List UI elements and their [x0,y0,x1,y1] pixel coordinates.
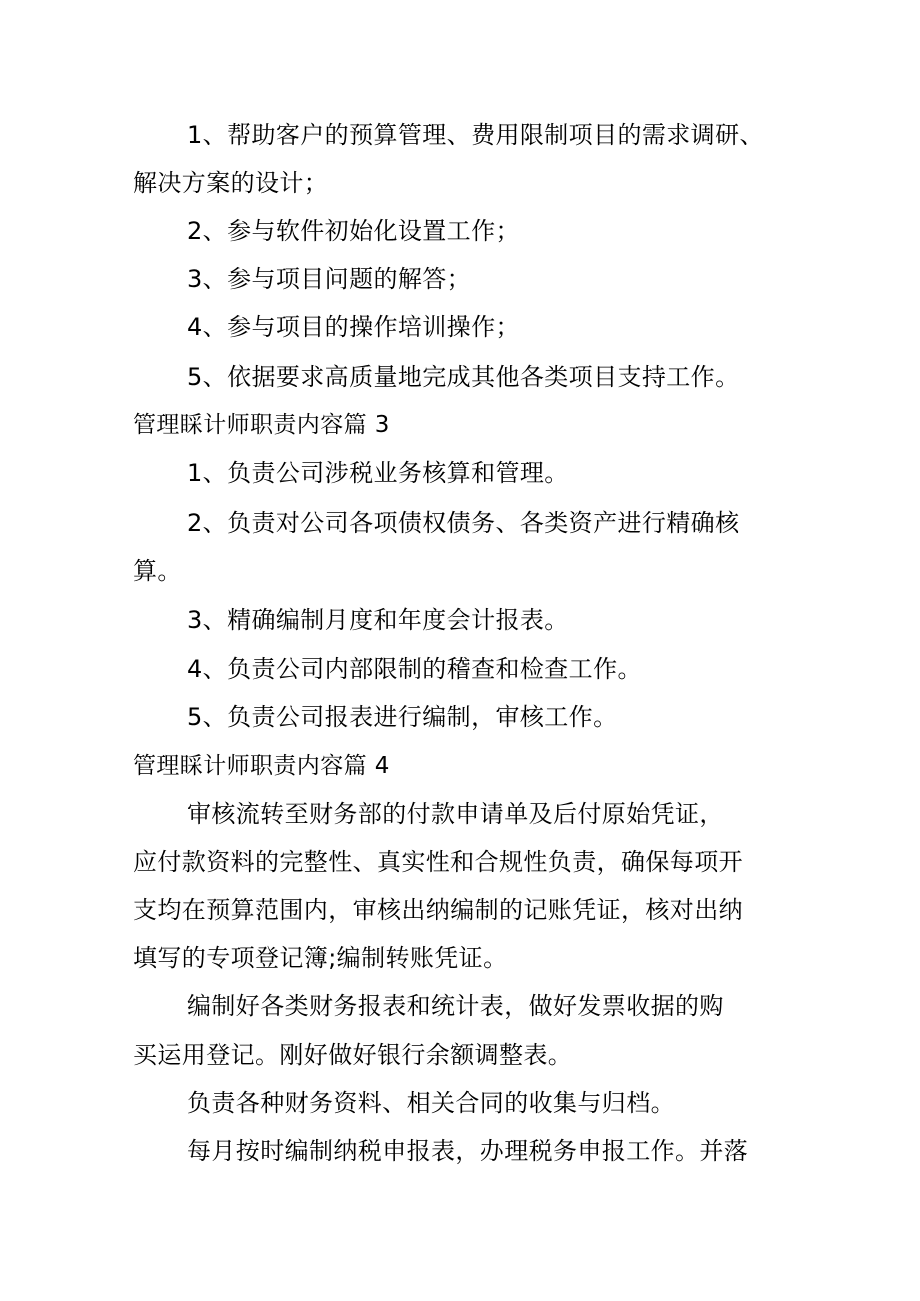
list-item-continuation: 解决方案的设计； [133,169,329,197]
list-item: 2、负责对公司各项债权债务、各类资产进行精确核 [187,509,740,537]
list-item: 4、负责公司内部限制的稽查和检查工作。 [187,655,642,683]
list-item: 4、参与项目的操作培训操作； [187,313,520,341]
list-item: 2、参与软件初始化设置工作； [187,217,520,245]
list-item: 1、负责公司涉税业务核算和管理。 [187,459,569,487]
paragraph-line: 填写的专项登记簿;编制转账凭证。 [133,944,508,972]
paragraph-line: 负责各种财务资料、相关合同的收集与归档。 [187,1089,675,1117]
paragraph-line: 每月按时编制纳税申报表，办理税务申报工作。并落 [187,1137,749,1165]
paragraph-line: 支均在预算范围内，审核出纳编制的记账凭证，核对出纳 [133,896,743,924]
section-heading: 管理睬计师职责内容篇 3 [133,412,390,438]
list-item: 3、精确编制月度和年度会计报表。 [187,606,569,634]
paragraph-line: 买运用登记。刚好做好银行余额调整表。 [133,1041,573,1069]
paragraph-line: 应付款资料的完整性、真实性和合规性负责，确保每项开 [133,848,743,876]
section-heading: 管理睬计师职责内容篇 4 [133,753,390,779]
paragraph-line: 编制好各类财务报表和统计表，做好发票收据的购 [187,992,724,1020]
list-item: 5、依据要求高质量地完成其他各类项目支持工作。 [187,363,740,391]
list-item: 1、帮助客户的预算管理、费用限制项目的需求调研、 [187,121,764,149]
list-item: 5、负责公司报表进行编制，审核工作。 [187,703,618,731]
list-item: 3、参与项目问题的解答； [187,265,472,293]
paragraph-line: 审核流转至财务部的付款申请单及后付原始凭证， [187,800,724,828]
list-item-continuation: 算。 [133,557,182,585]
